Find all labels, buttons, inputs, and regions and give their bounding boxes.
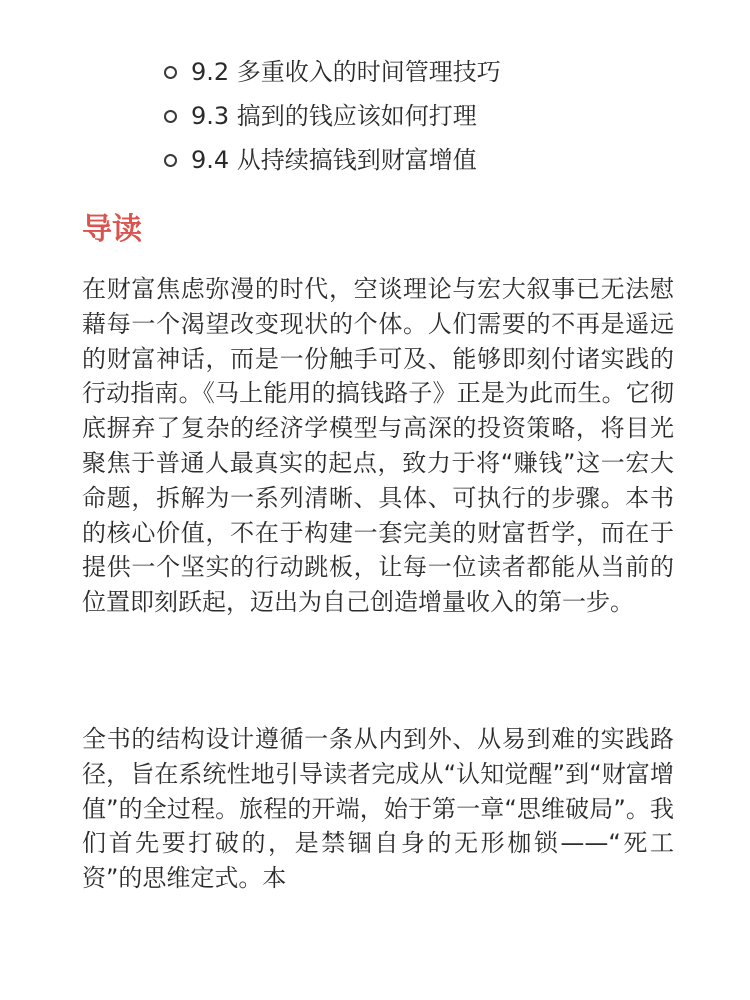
- hollow-circle-bullet-icon: [164, 110, 177, 123]
- body-paragraph: 全书的结构设计遵循一条从内到外、从易到难的实践路径，旨在系统性地引导读者完成从“认知觉醒”到“财富增值”的全过程。旅程的开端，始于第一章“思维破局”。我们首先要打破的，是禁锢自身的无形枷锁——“死工资”的思维定式。本: [82, 725, 674, 893]
- toc-item-label: 9.2 多重收入的时间管理技巧: [191, 58, 501, 86]
- toc-item-label: 9.4 从持续搞钱到财富增值: [191, 146, 477, 174]
- toc-item[interactable]: [160, 50, 501, 94]
- toc-item[interactable]: [160, 138, 501, 182]
- toc-item[interactable]: [160, 94, 501, 138]
- body-paragraph: 在财富焦虑弥漫的时代，空谈理论与宏大叙事已无法慰藉每一个渴望改变现状的个体。人们需要的不再是遥远的财富神话，而是一份触手可及、能够即刻付诸实践的行动指南。《马上能用的搞钱路子》正是为此而生。它彻底摒弃了复杂的经济学模型与高深的投资策略，将目光聚焦于普通人最真实的起点，致力于将“赚钱”这一宏大命题，拆解为一系列清晰、具体、可执行的步骤。本书的核心价值，不在于构建一套完美的财富哲学，而在于提供一个坚实的行动跳板，让每一位读者都能从当前的位置即刻跃起，迈出为自己创造增量收入的第一步。: [82, 275, 674, 617]
- section-heading: 导读: [82, 212, 142, 247]
- hollow-circle-bullet-icon: [164, 66, 177, 79]
- toc-list: [160, 50, 501, 182]
- hollow-circle-bullet-icon: [164, 154, 177, 167]
- toc-item-label: 9.3 搞到的钱应该如何打理: [191, 102, 477, 130]
